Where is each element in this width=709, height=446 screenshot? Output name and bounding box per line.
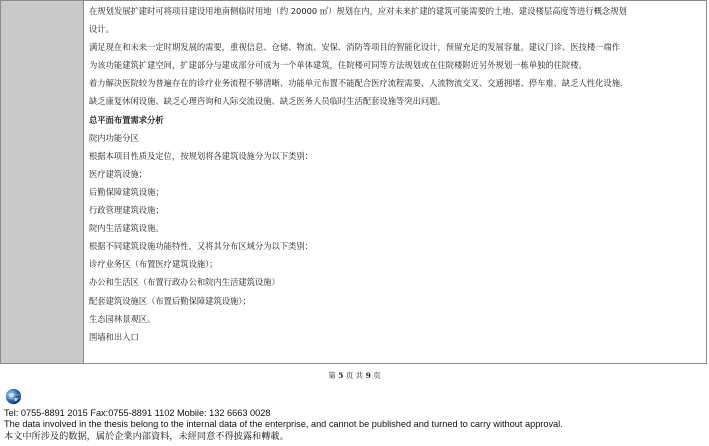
text-line: 着力解决医院较为普遍存在的诊疗业务流程不够清晰、功能单元布置不能配合医疗流程需要、人流物流交叉、交通拥堵、停车难、缺乏人性化设施、 <box>89 78 629 89</box>
footer-notice-en: The data involved in the thesis belong to the internal data of the enterprise, and cannot be published and turned to carry without approval. <box>4 419 563 429</box>
text-line: 院内功能分区 <box>89 132 139 143</box>
text-line: 根据本项目性质及定位，按规划将各建筑设施分为以下类别： <box>89 150 314 161</box>
text-line: 后勤保障建筑设施； <box>89 186 164 197</box>
text-line: 在规划发展扩建时可将项目建设用地南侧临时用地（约 20000 ㎡）规划在内，应对未来扩建的建筑可能需要的土地、建设楼层高度等进行概念规划 <box>89 6 627 16</box>
text-line: 诊疗业务区（布置医疗建筑设施）； <box>89 259 218 270</box>
page-current: 5 <box>338 371 344 380</box>
section-heading: 总平面布置需求分析 <box>89 114 164 125</box>
page-suffix: 页 <box>373 371 381 380</box>
text-line: 院内生活建筑设施。 <box>89 223 164 234</box>
text-line: 医疗建筑设施； <box>89 168 148 179</box>
text-line: 生态园林景观区。 <box>89 313 156 324</box>
page-middle: 页 共 <box>345 371 364 380</box>
text-line: 缺乏康复休闲设施、缺乏心理咨询和人际交流设施、缺乏医务人员临时生活配套设施等突出问题。 <box>89 96 446 107</box>
text-line: 设计。 <box>89 24 114 35</box>
table-label-column <box>1 1 84 363</box>
page-number <box>0 370 709 381</box>
text-line: 办公和生活区（布置行政办公和院内生活建筑设施） <box>89 277 280 288</box>
text-line: 根据不同建筑设施功能特性，又将其分布区域分为以下类别： <box>89 241 314 252</box>
page-total: 9 <box>365 371 371 380</box>
text-line: 配套建筑设施区（布置后勤保障建筑设施）； <box>89 295 251 306</box>
globe-logo-icon <box>5 388 22 405</box>
page-prefix: 第 <box>328 371 336 380</box>
footer-notice-zh: 本文中所涉及的数据，属於企業内部資料，未經同意不得披露和轉載。 <box>4 431 289 441</box>
text-line: 行政管理建筑设施； <box>89 205 164 216</box>
table-content-cell <box>84 1 706 363</box>
text-line: 满足现在和未来一定时期发展的需要，重视信息、仓储、物流、安保、消防等项目的智能化设计，预留充足的发展容量。建议门诊、医技楼一端作 <box>89 42 621 53</box>
footer-contact: Tel: 0755-8891 2015 Fax:0755-8891 1102 Mobile: 132 6663 0028 <box>4 408 271 418</box>
text-line: 为该功能建筑扩建空间，扩建部分与建成部分可成为一个单体建筑，住院楼可同等方法规划或在住院楼附近另外规划一栋单独的住院楼。 <box>89 60 587 71</box>
text-line: 围墙和出入口 <box>89 331 139 342</box>
